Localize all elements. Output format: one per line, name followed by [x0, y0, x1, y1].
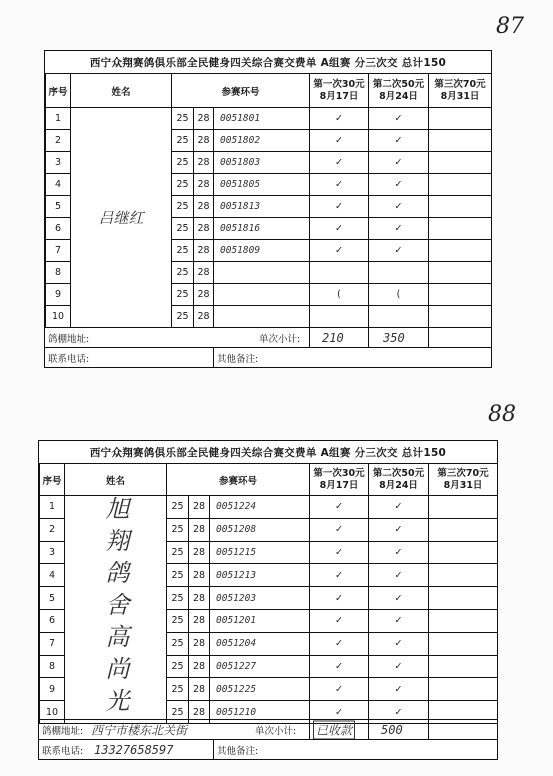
- ring-prefix-a: 25: [167, 678, 189, 701]
- ring-prefix-b: 28: [189, 655, 210, 678]
- pay1-mark: ✓: [310, 701, 369, 724]
- pay3-mark: [429, 174, 492, 196]
- header-pay1: 第一次30元 8月17日: [310, 464, 369, 496]
- notes-cell: [213, 348, 214, 368]
- pay2-mark: ✓: [369, 632, 429, 655]
- ring-number: 0051809: [214, 240, 310, 262]
- row-no: 2: [46, 130, 71, 152]
- footer-row-phone: [45, 347, 491, 368]
- ring-number: 0051813: [214, 196, 310, 218]
- pay1-mark: (: [310, 284, 369, 306]
- ring-prefix-a: 25: [167, 587, 189, 610]
- pay1-mark: ✓: [310, 655, 369, 678]
- ring-number: 0051802: [214, 130, 310, 152]
- subtotal1-cell: [309, 328, 369, 348]
- ring-number: 0051213: [210, 564, 310, 587]
- name-handwritten: 吕继红: [98, 209, 144, 227]
- fee-table: [39, 463, 498, 724]
- row-no: 3: [46, 152, 71, 174]
- table-row: [40, 496, 498, 519]
- row-no: 1: [40, 496, 65, 519]
- fee-form-sheet: [38, 440, 498, 760]
- ring-prefix-b: 28: [194, 262, 214, 284]
- ring-number: [214, 284, 310, 306]
- pay1-mark: ✓: [310, 496, 369, 519]
- pay1-mark: ✓: [310, 174, 369, 196]
- ring-number: 0051201: [210, 609, 310, 632]
- subtotal2-cell: [368, 328, 429, 348]
- pay3-mark: [429, 218, 492, 240]
- loft-address-value: 西宁市楼东北关街: [91, 723, 188, 738]
- pay3-mark: [429, 108, 492, 130]
- ring-number: 0051208: [210, 518, 310, 541]
- ring-number: 0051803: [214, 152, 310, 174]
- footer-row-phone: [39, 739, 497, 760]
- pay1-mark: ✓: [310, 152, 369, 174]
- ring-prefix-a: 25: [172, 218, 194, 240]
- header-no: 序号: [46, 74, 71, 108]
- ring-prefix-a: 25: [172, 240, 194, 262]
- pay1-mark: [310, 262, 369, 284]
- row-no: 2: [40, 518, 65, 541]
- ring-prefix-b: 28: [194, 130, 214, 152]
- ring-prefix-a: 25: [167, 609, 189, 632]
- form-title: 西宁众翔赛鸽俱乐部全民健身四关综合赛交费单 A组赛 分三次交 总计150: [39, 441, 497, 464]
- ring-prefix-b: 28: [189, 609, 210, 632]
- pay1-mark: ✓: [310, 518, 369, 541]
- ring-prefix-a: 25: [167, 632, 189, 655]
- pay3-mark: [429, 240, 492, 262]
- pay1-mark: ✓: [310, 678, 369, 701]
- pay3-mark: [429, 678, 498, 701]
- pay1-mark: ✓: [310, 218, 369, 240]
- ring-prefix-a: 25: [167, 564, 189, 587]
- row-no: 1: [46, 108, 71, 130]
- row-no: 4: [46, 174, 71, 196]
- ring-number: [214, 306, 310, 328]
- pay3-mark: [429, 130, 492, 152]
- pay3-mark: [429, 284, 492, 306]
- name-handwritten: 旭翔鸽舍高尚光: [101, 496, 129, 720]
- pay3-mark: [429, 196, 492, 218]
- row-no: 10: [40, 701, 65, 724]
- ring-prefix-a: 25: [172, 108, 194, 130]
- pay1-mark: [310, 306, 369, 328]
- ring-prefix-a: 25: [167, 496, 189, 519]
- pay2-mark: (: [369, 284, 429, 306]
- header-pay2: 第二次50元 8月24日: [369, 464, 429, 496]
- ring-number: 0051227: [210, 655, 310, 678]
- ring-prefix-a: 25: [167, 655, 189, 678]
- subtotal2-cell: [368, 720, 429, 740]
- pay2-mark: ✓: [369, 701, 429, 724]
- pay2-mark: [369, 306, 429, 328]
- pay1-mark: ✓: [310, 130, 369, 152]
- phone-value: 13327658597: [94, 743, 174, 757]
- ring-prefix-b: 28: [194, 196, 214, 218]
- ring-prefix-b: 28: [189, 496, 210, 519]
- form-title: 西宁众翔赛鸽俱乐部全民健身四关综合赛交费单 A组赛 分三次交 总计150: [45, 51, 491, 74]
- ring-number: 0051816: [214, 218, 310, 240]
- pay3-mark: [429, 541, 498, 564]
- ring-prefix-b: 28: [194, 284, 214, 306]
- ring-number: 0051801: [214, 108, 310, 130]
- ring-number: 0051225: [210, 678, 310, 701]
- row-no: 6: [46, 218, 71, 240]
- row-no: 8: [40, 655, 65, 678]
- subtotal-label: 单次小计:: [255, 726, 297, 737]
- ring-number: [214, 262, 310, 284]
- pay2-mark: ✓: [369, 496, 429, 519]
- ring-prefix-b: 28: [189, 701, 210, 724]
- footer-row-address: [39, 719, 497, 740]
- pay1-mark: ✓: [310, 564, 369, 587]
- pay1-mark: ✓: [310, 609, 369, 632]
- row-no: 9: [40, 678, 65, 701]
- pay2-mark: ✓: [369, 218, 429, 240]
- row-no: 3: [40, 541, 65, 564]
- header-no: 序号: [40, 464, 65, 496]
- pay2-mark: ✓: [369, 518, 429, 541]
- row-no: 10: [46, 306, 71, 328]
- ring-number: 0051210: [210, 701, 310, 724]
- pay1-mark: ✓: [310, 632, 369, 655]
- ring-prefix-a: 25: [167, 701, 189, 724]
- phone-label: 联系电话:: [42, 746, 84, 757]
- header-name: 姓名: [65, 464, 167, 496]
- row-no: 5: [40, 587, 65, 610]
- phone-label: 联系电话:: [48, 354, 90, 365]
- row-no: 6: [40, 609, 65, 632]
- row-no: 7: [46, 240, 71, 262]
- subtotal2-value: 500: [381, 723, 403, 737]
- pay1-mark: ✓: [310, 196, 369, 218]
- pay1-mark: ✓: [310, 587, 369, 610]
- ring-prefix-b: 28: [194, 218, 214, 240]
- pay2-mark: ✓: [369, 541, 429, 564]
- pay1-mark: ✓: [310, 240, 369, 262]
- footer-row-address: [45, 327, 491, 348]
- ring-number: 0051204: [210, 632, 310, 655]
- subtotal1-cell: [309, 720, 369, 740]
- pay2-mark: ✓: [369, 196, 429, 218]
- ring-prefix-a: 25: [172, 262, 194, 284]
- table-row: [46, 108, 492, 130]
- ring-prefix-b: 28: [194, 152, 214, 174]
- pay2-mark: ✓: [369, 587, 429, 610]
- header-pay1: 第一次30元 8月17日: [310, 74, 369, 108]
- loft-address-label: 鸽棚地址:: [42, 726, 84, 737]
- ring-prefix-b: 28: [194, 306, 214, 328]
- pay2-mark: ✓: [369, 174, 429, 196]
- ring-number: 0051224: [210, 496, 310, 519]
- pay1-mark: ✓: [310, 541, 369, 564]
- header-ring: 参赛环号: [167, 464, 310, 496]
- pay2-mark: ✓: [369, 564, 429, 587]
- subtotal3-cell: [428, 328, 491, 348]
- row-no: 4: [40, 564, 65, 587]
- ring-prefix-a: 25: [172, 152, 194, 174]
- subtotal1-value: 210: [322, 331, 344, 345]
- ring-number: 0051203: [210, 587, 310, 610]
- ring-prefix-a: 25: [172, 174, 194, 196]
- header-pay3: 第三次70元 8月31日: [429, 464, 498, 496]
- loft-address-label: 鸽棚地址:: [48, 334, 90, 345]
- ring-prefix-a: 25: [172, 306, 194, 328]
- pay3-mark: [429, 262, 492, 284]
- pay3-mark: [429, 655, 498, 678]
- row-no: 5: [46, 196, 71, 218]
- row-no: 7: [40, 632, 65, 655]
- row-no: 9: [46, 284, 71, 306]
- ring-prefix-b: 28: [194, 174, 214, 196]
- ring-prefix-b: 28: [189, 518, 210, 541]
- pay3-mark: [429, 496, 498, 519]
- pay2-mark: ✓: [369, 655, 429, 678]
- ring-number: 0051805: [214, 174, 310, 196]
- subtotal3-cell: [428, 720, 497, 740]
- row-no: 8: [46, 262, 71, 284]
- notes-label: 其他备注:: [217, 354, 259, 365]
- pay2-mark: ✓: [369, 609, 429, 632]
- pay3-mark: [429, 306, 492, 328]
- pay2-mark: ✓: [369, 678, 429, 701]
- pay3-mark: [429, 609, 498, 632]
- page-number: 88: [488, 402, 516, 427]
- header-pay2: 第二次50元 8月24日: [369, 74, 429, 108]
- ring-prefix-b: 28: [194, 108, 214, 130]
- subtotal1-value: 已收款: [313, 721, 355, 740]
- pay3-mark: [429, 587, 498, 610]
- header-name: 姓名: [71, 74, 172, 108]
- pay3-mark: [429, 632, 498, 655]
- notes-cell: [213, 740, 214, 760]
- page-number: 87: [496, 14, 524, 39]
- pay3-mark: [429, 518, 498, 541]
- ring-prefix-a: 25: [172, 284, 194, 306]
- subtotal-label: 单次小计:: [259, 334, 301, 345]
- notes-label: 其他备注:: [217, 746, 259, 757]
- ring-prefix-b: 28: [189, 632, 210, 655]
- ring-prefix-b: 28: [189, 587, 210, 610]
- header-pay3: 第三次70元 8月31日: [429, 74, 492, 108]
- ring-prefix-b: 28: [189, 541, 210, 564]
- pay3-mark: [429, 152, 492, 174]
- pay3-mark: [429, 564, 498, 587]
- pay2-mark: ✓: [369, 240, 429, 262]
- ring-prefix-a: 25: [172, 130, 194, 152]
- pay1-mark: ✓: [310, 108, 369, 130]
- pay2-mark: ✓: [369, 130, 429, 152]
- subtotal2-value: 350: [383, 331, 405, 345]
- ring-prefix-b: 28: [189, 564, 210, 587]
- fee-form-sheet: [44, 50, 492, 368]
- participant-name: [65, 496, 167, 724]
- pay2-mark: ✓: [369, 108, 429, 130]
- ring-prefix-a: 25: [167, 541, 189, 564]
- ring-number: 0051215: [210, 541, 310, 564]
- participant-name: [71, 108, 172, 328]
- ring-prefix-a: 25: [167, 518, 189, 541]
- header-ring: 参赛环号: [172, 74, 310, 108]
- pay2-mark: ✓: [369, 152, 429, 174]
- ring-prefix-b: 28: [194, 240, 214, 262]
- ring-prefix-a: 25: [172, 196, 194, 218]
- ring-prefix-b: 28: [189, 678, 210, 701]
- fee-table: [45, 73, 492, 328]
- pay2-mark: [369, 262, 429, 284]
